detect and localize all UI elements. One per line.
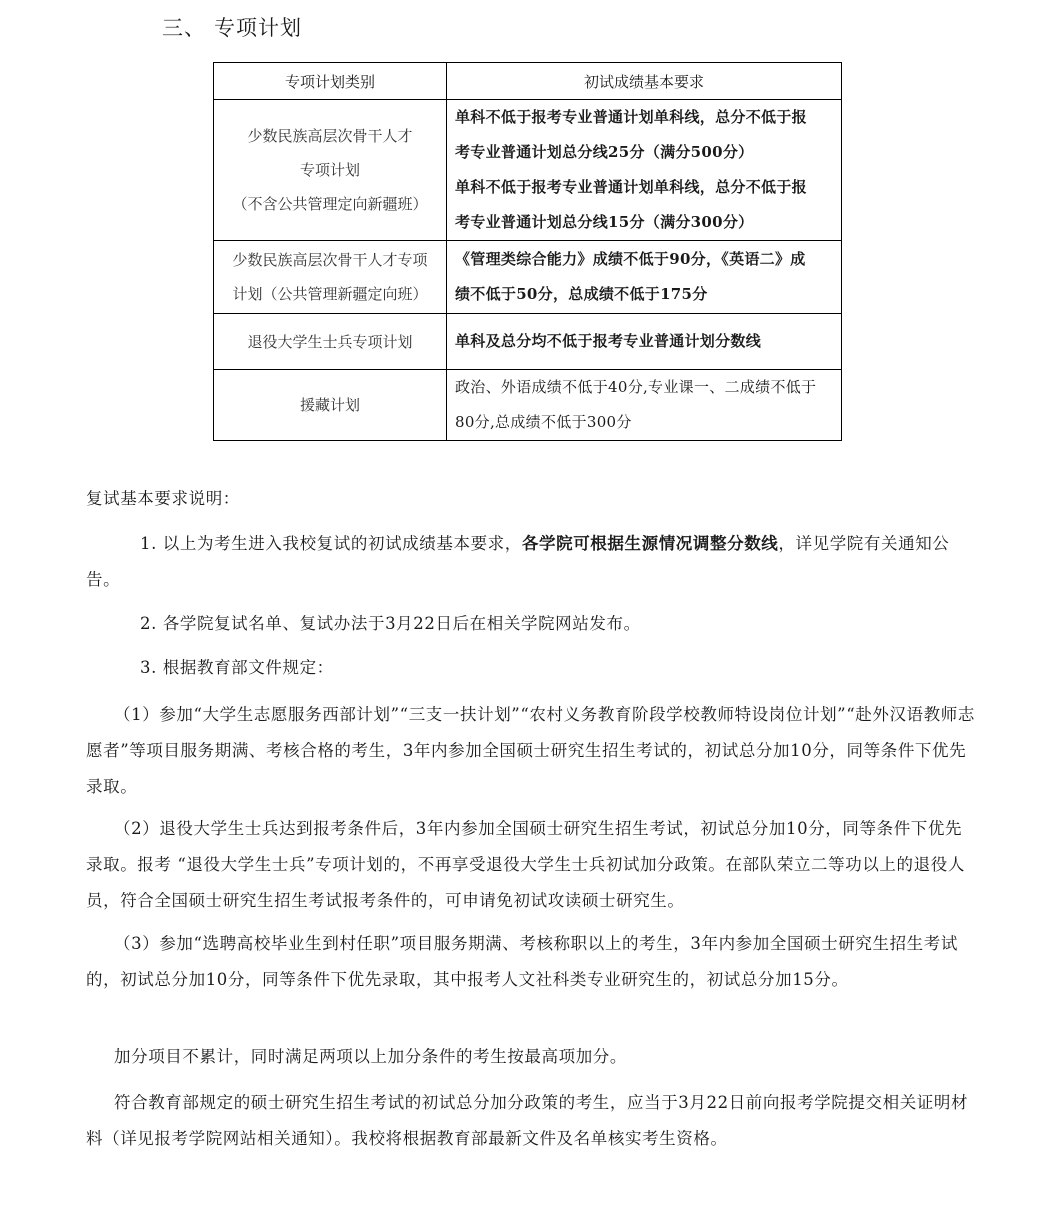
note-item-1-emphasis: 各学院可根据生源情况调整分数线 (521, 534, 779, 553)
category-line: 援藏计划 (299, 396, 360, 414)
requirement-line: 80分,总成绩不低于300分 (455, 413, 632, 431)
table-header-row (214, 63, 842, 100)
requirement-line: 绩不低于50分，总成绩不低于175分 (455, 285, 708, 303)
category-line: 计划（公共管理新疆定向班） (232, 285, 428, 303)
requirement-line: 政治、外语成绩不低于40分,专业课一、二成绩不低于 (455, 378, 817, 396)
category-line: 少数民族高层次骨干人才专项 (232, 251, 428, 269)
requirement-cell (447, 100, 842, 241)
table-row (214, 370, 842, 441)
requirement-line: 考专业普通计划总分线25分（满分500分） (455, 143, 754, 161)
category-cell (214, 241, 447, 314)
requirement-line: 单科及总分均不低于报考专业普通计划分数线 (455, 332, 762, 350)
section-title (162, 12, 302, 42)
note-item-1-text: 1. 以上为考生进入我校复试的初试成绩基本要求， (140, 534, 522, 553)
note-item-1-tail: ，详见学院有关通知公告。 (86, 534, 950, 589)
requirement-cell (447, 314, 842, 370)
note-sub-1: （1）参加“大学生志愿服务西部计划”“三支一扶计划”“农村义务教育阶段学校教师特设岗位计划”“赴外汉语教师志愿者”等项目服务期满、考核合格的考生，3年内参加全国硕士研究生招生考试的，初试总分加10分，同等条件下优先录取。 (86, 705, 975, 796)
table-row (214, 241, 842, 314)
section-title-text: 专项计划 (214, 16, 302, 40)
header-requirement: 初试成绩基本要求 (447, 63, 842, 100)
note-item-3: 3. 根据教育部文件规定： (140, 658, 334, 677)
requirement-cell (447, 241, 842, 314)
category-line: 退役大学生士兵专项计划 (247, 332, 413, 351)
category-line: （不含公共管理定向新疆班） (232, 195, 428, 213)
note-sub-2: （2）退役大学生士兵达到报考条件后，3年内参加全国硕士研究生招生考试，初试总分加10分，同等条件下优先录取。报考 “退役大学生士兵”专项计划的，不再享受退役大学生士兵初试加分政策。在部队荣立二等功以上的退役人员，符合全国硕士研究生招生考试报考条件的，可申请免初试攻读硕士研究生。 (86, 819, 965, 910)
category-cell (214, 370, 447, 441)
header-category: 专项计划类别 (214, 63, 447, 100)
table-row (214, 100, 842, 241)
notes-heading: 复试基本要求说明： (86, 489, 240, 508)
note-sub-3: （3）参加“选聘高校毕业生到村任职”项目服务期满、考核称职以上的考生，3年内参加全国硕士研究生招生考试的，初试总分加10分，同等条件下优先录取，其中报考人文社科类专业研究生的，初试总分加15分。 (86, 934, 958, 989)
category-line: 专项计划 (299, 161, 360, 179)
requirement-line: 单科不低于报考专业普通计划单科线，总分不低于报 (455, 178, 807, 196)
note-non-accumulation: 加分项目不累计，同时满足两项以上加分条件的考生按最高项加分。 (114, 1047, 627, 1066)
category-line: 少数民族高层次骨干人才 (247, 127, 413, 145)
special-plan-table (213, 62, 842, 441)
requirement-cell (447, 370, 842, 441)
note-item-2: 2. 各学院复试名单、复试办法于3月22日后在相关学院网站发布。 (140, 614, 641, 633)
category-cell (214, 100, 447, 241)
requirement-line: 《管理类综合能力》成绩不低于90分，《英语二》成 (455, 250, 806, 268)
requirement-line: 单科不低于报考专业普通计划单科线，总分不低于报 (455, 108, 807, 126)
section-number: 三、 (162, 16, 206, 40)
note-item-1 (86, 526, 976, 598)
note-final: 符合教育部规定的硕士研究生招生考试的初试总分加分政策的考生，应当于3月22日前向报考学院提交相关证明材料（详见报考学院网站相关通知）。我校将根据教育部最新文件及名单核实考生资格。 (86, 1093, 969, 1148)
requirement-line: 考专业普通计划总分线15分（满分300分） (455, 213, 754, 231)
category-cell (214, 314, 447, 370)
table-row (214, 314, 842, 370)
